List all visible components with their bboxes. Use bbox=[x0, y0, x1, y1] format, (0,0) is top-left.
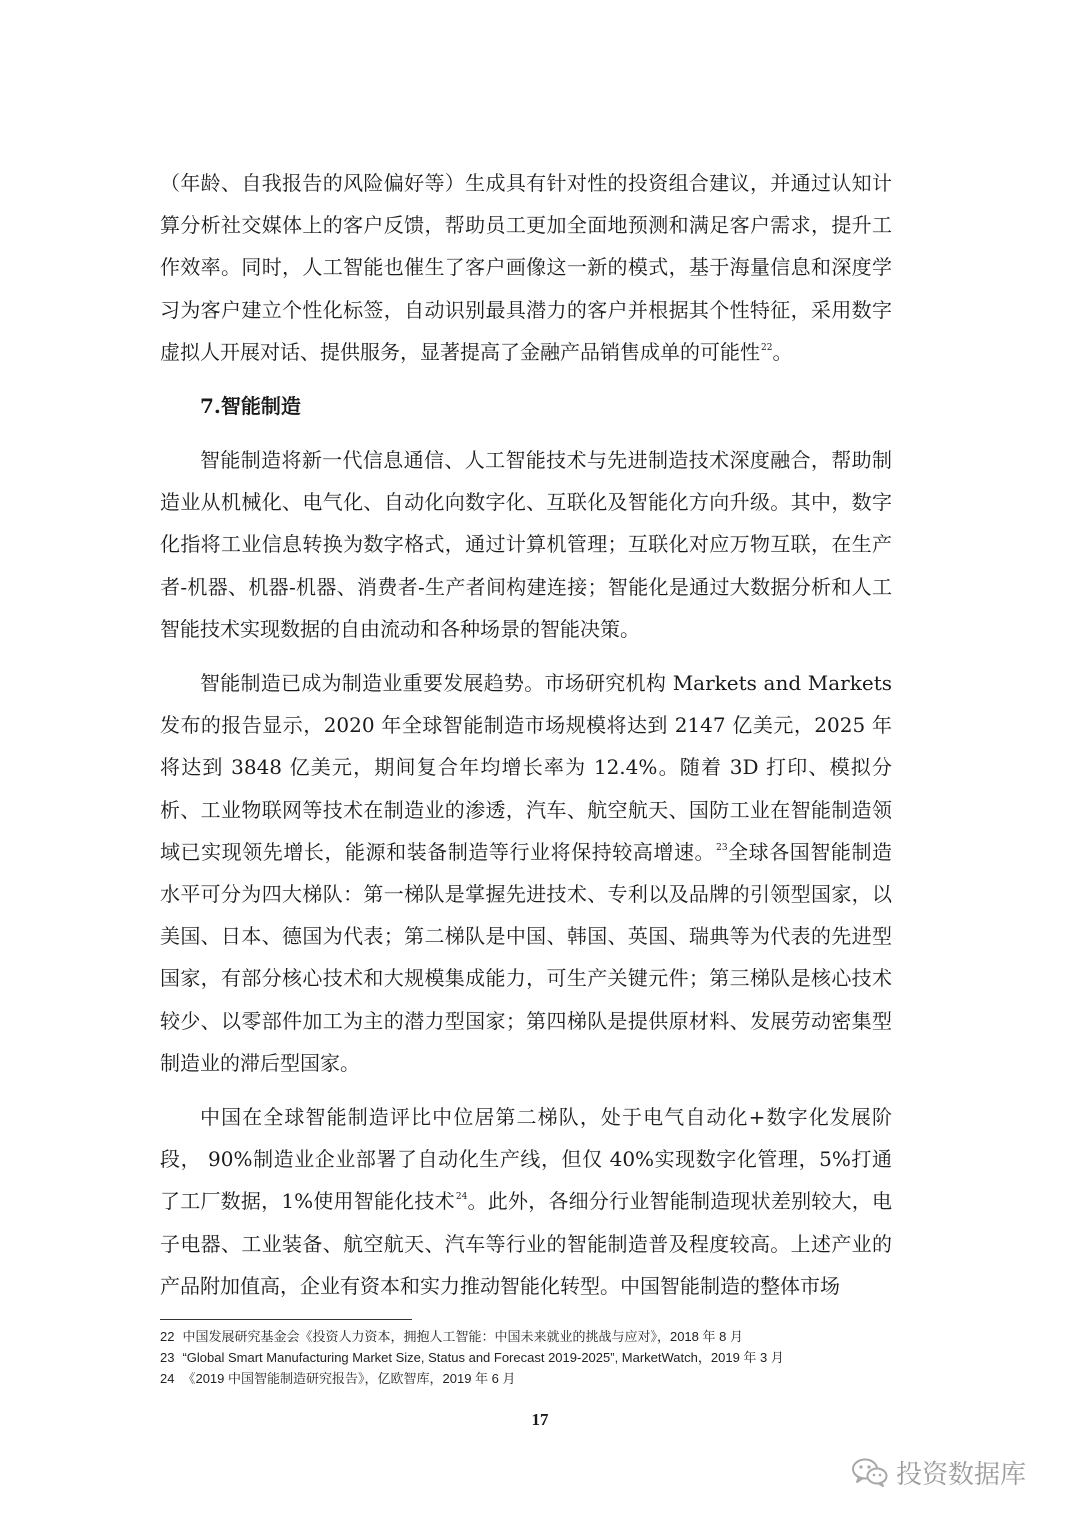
page-number: 17 bbox=[531, 1410, 549, 1429]
footnote-ref[interactable]: 22 bbox=[761, 342, 773, 353]
paragraph-text: （年龄、自我报告的风险偏好等）生成具有针对性的投资组合建议，并通过认知计算分析社交媒体上的客户反馈，帮助员工更加全面地预测和满足客户需求，提升工作效率。同时，人工智能也催生了客户画像这一新的模式，基于海量信息和深度学习为客户建立个性化标签，自动识别最具潜力的客户并根据其个性特征，采用数字虚拟人开展对话、提供服务，显著提高了金融产品销售成单的可能性 bbox=[160, 171, 892, 364]
paragraph bbox=[160, 439, 892, 650]
paragraph-text-tail: 。此外，各细分行业智能制造现状差别较大，电子电器、工业装备、航空航天、汽车等行业的智能制造普及程度较高。上述产业的产品附加值高，企业有资本和实力推动智能化转型。中国智能制造的整体市场 bbox=[160, 1189, 892, 1298]
wechat-icon bbox=[850, 1457, 890, 1487]
footnote bbox=[160, 1326, 920, 1347]
paragraph bbox=[160, 662, 892, 1084]
footnote-ref[interactable]: 24 bbox=[455, 1192, 468, 1203]
footnote bbox=[160, 1368, 920, 1389]
footnote bbox=[160, 1347, 920, 1368]
footnote-divider bbox=[160, 1319, 412, 1320]
watermark-text: 投资数据库 bbox=[896, 1459, 1027, 1490]
paragraph-text: 智能制造已成为制造业重要发展趋势。市场研究机构 Markets and Markets 发布的报告显示，2020 年全球智能制造市场规模将达到 2147 亿美元，2025 年将达到 3848 亿美元，期间复合年均增长率为 12.4%。随着 3D 打印、模拟分析、工业物联网等技术在制造业的渗透，汽车、航空航天、国防工业在智能制造领域已实现领先增长，能源和装备制造等行业将保持较高增速。 bbox=[160, 671, 892, 864]
footnote-number: 23 bbox=[160, 1350, 175, 1365]
watermark bbox=[850, 1452, 1026, 1492]
footnote-ref[interactable]: 23 bbox=[716, 842, 728, 853]
paragraph-text: 智能制造将新一代信息通信、人工智能技术与先进制造技术深度融合，帮助制造业从机械化、电气化、自动化向数字化、互联化及智能化方向升级。其中，数字化指将工业信息转换为数字格式，通过计算机管理；互联化对应万物互联，在生产者-机器、机器-机器、消费者-生产者间构建连接；智能化是通过大数据分析和人工智能技术实现数据的自由流动和各种场景的智能决策。 bbox=[160, 448, 892, 641]
footnote-number: 22 bbox=[160, 1329, 175, 1344]
paragraph-text: 中国在全球智能制造评比中位居第二梯队，处于电气自动化+数字化发展阶段， 90%制造业企业部署了自动化生产线，但仅 40%实现数字化管理，5%打通了工厂数据，1%使用智能化技术 bbox=[160, 1105, 892, 1214]
footnote-text: 中国发展研究基金会《投资人力资本，拥抱人工智能：中国未来就业的挑战与应对》，2018 年 8 月 bbox=[182, 1329, 743, 1344]
footnote-number: 24 bbox=[160, 1371, 175, 1386]
section-heading: 7.智能制造 bbox=[200, 394, 301, 419]
paragraph bbox=[160, 1096, 892, 1307]
footnote-text: “Global Smart Manufacturing Market Size, Status and Forecast 2019-2025”, MarketWatch，2019 年 3 月 bbox=[182, 1350, 784, 1365]
footnotes bbox=[160, 1326, 920, 1389]
paragraph bbox=[160, 162, 892, 373]
footnote-text: 《2019 中国智能制造研究报告》，亿欧智库，2019 年 6 月 bbox=[182, 1371, 516, 1386]
paragraph-text-tail: 全球各国智能制造水平可分为四大梯队：第一梯队是掌握先进技术、专利以及品牌的引领型国家，以美国、日本、德国为代表；第二梯队是中国、韩国、英国、瑞典等为代表的先进型国家，有部分核心技术和大规模集成能力，可生产关键元件；第三梯队是核心技术较少、以零部件加工为主的潜力型国家；第四梯队是提供原材料、发展劳动密集型制造业的滞后型国家。 bbox=[160, 839, 893, 1075]
body-text bbox=[160, 162, 892, 1307]
paragraph-text-tail: 。 bbox=[772, 339, 793, 364]
